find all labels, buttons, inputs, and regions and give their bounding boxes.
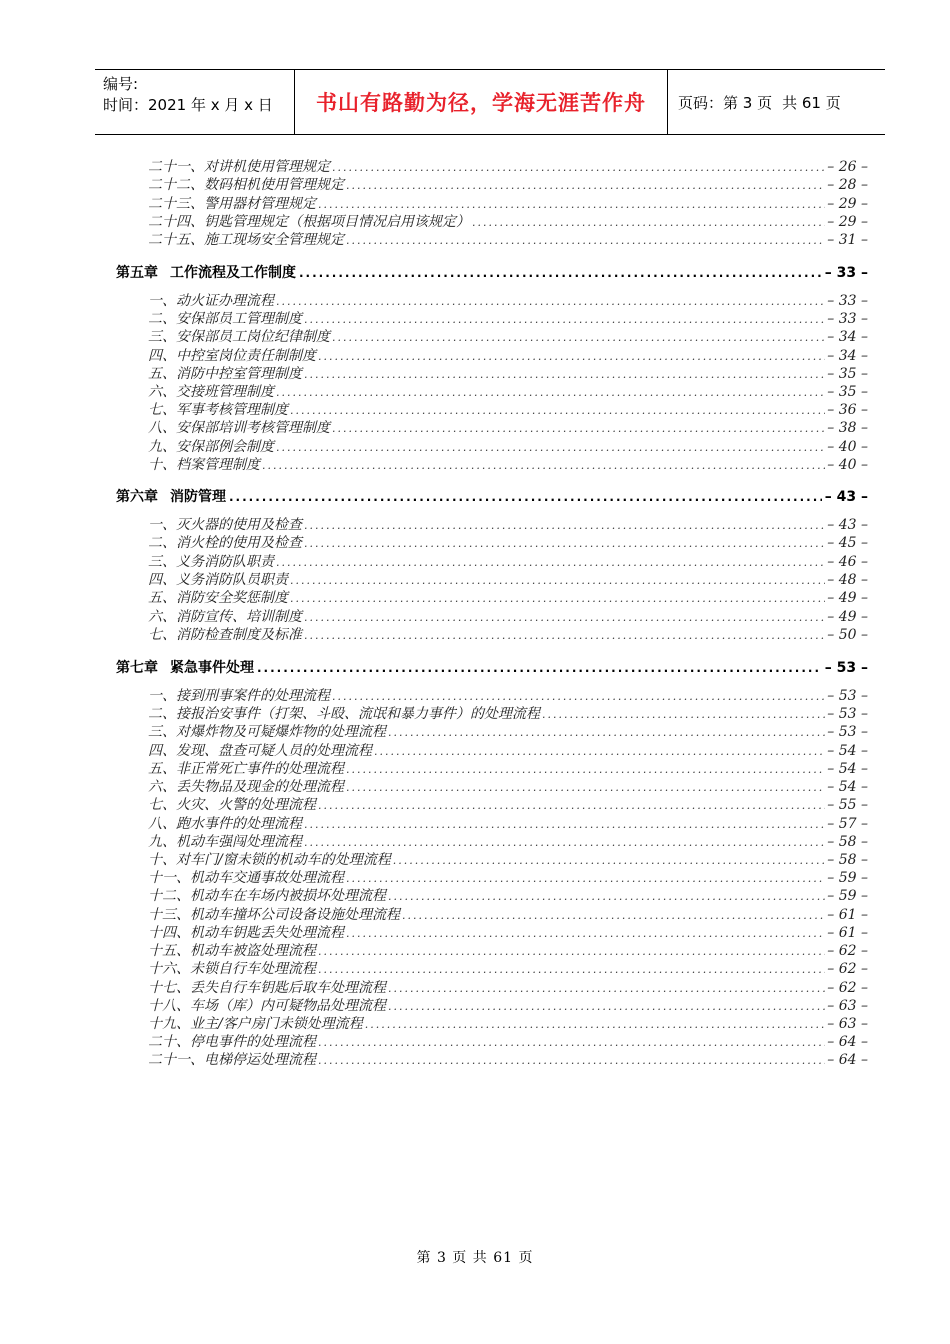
toc-entry[interactable] bbox=[148, 960, 868, 978]
page-number: – 53 – bbox=[824, 660, 868, 676]
toc-entry-title: 九、安保部例会制度 bbox=[148, 438, 274, 455]
toc-entry-title: 三、对爆炸物及可疑爆炸物的处理流程 bbox=[148, 724, 386, 741]
toc-entry-title: 十、档案管理制度 bbox=[148, 456, 260, 473]
toc-entry-title: 十二、机动车在车场内被损坏处理流程 bbox=[148, 888, 386, 905]
toc-entry[interactable] bbox=[148, 796, 868, 814]
dot-leader bbox=[346, 779, 825, 797]
page-number: – 61 – bbox=[827, 906, 868, 923]
page-number: – 38 – bbox=[827, 420, 868, 437]
toc-entry-title: 六、交接班管理制度 bbox=[148, 384, 274, 400]
page-number: – 63 – bbox=[827, 997, 868, 1014]
toc-entry[interactable] bbox=[148, 383, 868, 401]
page-number: – 61 – bbox=[827, 924, 868, 941]
page-number: – 33 – bbox=[827, 311, 868, 328]
toc-entry-title: 七、火灾、火警的处理流程 bbox=[148, 797, 316, 814]
code-label: 编号: bbox=[103, 75, 139, 93]
dot-leader bbox=[304, 517, 825, 535]
chapter-title: 消防管理 bbox=[170, 489, 226, 505]
toc-entry[interactable] bbox=[148, 924, 868, 942]
page-number: – 46 – bbox=[827, 553, 868, 570]
toc-entry[interactable] bbox=[148, 869, 868, 887]
dot-leader bbox=[388, 888, 825, 906]
toc-entry[interactable] bbox=[148, 176, 868, 194]
page-number: – 64 – bbox=[827, 1034, 868, 1051]
page-number: – 55 – bbox=[827, 797, 868, 814]
toc-chapter[interactable] bbox=[116, 262, 868, 284]
dot-leader bbox=[229, 486, 822, 508]
page-number: – 28 – bbox=[827, 177, 868, 194]
toc-entry-title: 二十二、数码相机使用管理规定 bbox=[148, 177, 344, 194]
toc-entry[interactable] bbox=[148, 553, 868, 571]
dot-leader bbox=[276, 293, 825, 311]
toc-entry-title: 二十五、施工现场安全管理规定 bbox=[148, 232, 344, 248]
page-number: – 53 – bbox=[827, 688, 868, 704]
page-number: – 43 – bbox=[827, 517, 868, 533]
dot-leader bbox=[276, 554, 825, 572]
dot-leader bbox=[346, 761, 825, 779]
dot-leader bbox=[346, 177, 825, 195]
dot-leader bbox=[346, 232, 825, 250]
toc-entry[interactable] bbox=[148, 742, 868, 760]
toc-entry[interactable] bbox=[148, 213, 868, 231]
dot-leader bbox=[393, 852, 826, 870]
chapter-title: 工作流程及工作制度 bbox=[170, 265, 296, 281]
page-number: – 26 – bbox=[827, 159, 868, 175]
toc-entry-title: 五、非正常死亡事件的处理流程 bbox=[148, 760, 344, 777]
toc-entry-title: 二十一、电梯停运处理流程 bbox=[148, 1052, 316, 1069]
page-header bbox=[95, 69, 885, 135]
page-number: – 54 – bbox=[827, 742, 868, 759]
dot-leader bbox=[304, 834, 825, 852]
page-number: – 48 – bbox=[827, 571, 868, 588]
toc-entry[interactable] bbox=[148, 851, 868, 869]
page-number: – 35 – bbox=[827, 365, 868, 382]
dot-leader bbox=[542, 706, 825, 724]
dot-leader bbox=[262, 457, 825, 475]
dot-leader bbox=[388, 998, 825, 1016]
toc-entry[interactable] bbox=[148, 1015, 868, 1033]
header-page-info bbox=[668, 70, 885, 134]
toc-entry[interactable] bbox=[148, 419, 868, 437]
toc-entry[interactable] bbox=[148, 760, 868, 778]
toc-entry[interactable] bbox=[148, 608, 868, 626]
dot-leader bbox=[472, 214, 825, 232]
page-number: – 62 – bbox=[827, 979, 868, 996]
dot-leader bbox=[304, 311, 825, 329]
toc-entry-title: 一、接到刑事案件的处理流程 bbox=[148, 688, 330, 704]
toc-entry-title: 十七、丢失自行车钥匙后取车处理流程 bbox=[148, 979, 386, 996]
dot-leader bbox=[365, 1016, 826, 1034]
toc-entry[interactable] bbox=[148, 589, 868, 607]
page-number: – 59 – bbox=[827, 870, 868, 887]
toc-entry-title: 四、发现、盘查可疑人员的处理流程 bbox=[148, 742, 372, 759]
toc-entry-title: 三、义务消防队职责 bbox=[148, 553, 274, 570]
toc-entry[interactable] bbox=[148, 516, 868, 534]
toc-entry-title: 十六、未锁自行车处理流程 bbox=[148, 961, 316, 978]
dot-leader bbox=[332, 688, 825, 706]
dot-leader bbox=[304, 816, 825, 834]
page-number: – 64 – bbox=[827, 1052, 868, 1069]
toc-entry-title: 五、消防中控室管理制度 bbox=[148, 365, 302, 382]
toc-entry-title: 十九、业主/客户房门未锁处理流程 bbox=[148, 1015, 363, 1032]
page-number: – 49 – bbox=[827, 608, 868, 625]
dot-leader bbox=[388, 980, 825, 998]
toc-entry-title: 二十、停电事件的处理流程 bbox=[148, 1034, 316, 1051]
page-number: – 63 – bbox=[827, 1015, 868, 1032]
chapter-title: 紧急事件处理 bbox=[170, 660, 254, 676]
toc-entry[interactable] bbox=[148, 833, 868, 851]
dot-leader bbox=[318, 797, 825, 815]
dot-leader bbox=[318, 943, 825, 961]
toc-entry-title: 七、军事考核管理制度 bbox=[148, 402, 288, 419]
toc-entry-title: 二、接报治安事件（打架、斗殴、流氓和暴力事件）的处理流程 bbox=[148, 706, 540, 723]
toc-entry-title: 十一、机动车交通事故处理流程 bbox=[148, 870, 344, 887]
toc-entry-title: 六、丢失物品及现金的处理流程 bbox=[148, 779, 344, 796]
page-number: – 58 – bbox=[827, 851, 868, 868]
toc-entry-title: 六、消防宣传、培训制度 bbox=[148, 608, 302, 625]
page-number: – 34 – bbox=[827, 347, 868, 364]
toc-entry[interactable] bbox=[148, 571, 868, 589]
header-meta bbox=[95, 70, 295, 134]
chapter-number: 第六章 bbox=[116, 489, 158, 505]
toc-entry[interactable] bbox=[148, 723, 868, 741]
page-number: – 54 – bbox=[827, 779, 868, 796]
page-number: – 50 – bbox=[827, 626, 868, 643]
page-number: – 49 – bbox=[827, 590, 868, 607]
toc-entry[interactable] bbox=[148, 347, 868, 365]
toc-entry[interactable] bbox=[148, 626, 868, 644]
dot-leader bbox=[402, 907, 825, 925]
dot-leader bbox=[332, 159, 825, 177]
dot-leader bbox=[290, 572, 825, 590]
dot-leader bbox=[346, 925, 825, 943]
toc-entry-title: 七、消防检查制度及标准 bbox=[148, 626, 302, 643]
toc-entry[interactable] bbox=[148, 705, 868, 723]
page-number: – 62 – bbox=[827, 961, 868, 978]
page-number: – 29 – bbox=[827, 213, 868, 230]
dot-leader bbox=[318, 196, 825, 214]
page-number: – 40 – bbox=[827, 456, 868, 473]
toc-entry-title: 十五、机动车被盗处理流程 bbox=[148, 943, 316, 960]
page-number: – 53 – bbox=[827, 706, 868, 723]
toc-entry-title: 四、义务消防队员职责 bbox=[148, 571, 288, 588]
toc-entry-title: 一、灭火器的使用及检查 bbox=[148, 517, 302, 533]
dot-leader bbox=[299, 262, 822, 284]
page-number: – 29 – bbox=[827, 195, 868, 212]
toc-entry-title: 四、中控室岗位责任制制度 bbox=[148, 347, 316, 364]
toc-entry-title: 八、跑水事件的处理流程 bbox=[148, 815, 302, 832]
toc-entry[interactable] bbox=[148, 292, 868, 310]
dot-leader bbox=[318, 961, 825, 979]
page-number: – 45 – bbox=[827, 535, 868, 552]
toc-chapter[interactable] bbox=[116, 657, 868, 679]
page-number: – 62 – bbox=[827, 943, 868, 960]
page-footer: 第 3 页 共 61 页 bbox=[416, 1250, 534, 1266]
dot-leader bbox=[304, 627, 825, 645]
toc-entry-title: 九、机动车强闯处理流程 bbox=[148, 833, 302, 850]
chapter-number: 第七章 bbox=[116, 660, 158, 676]
toc-entry-title: 二十三、警用器材管理规定 bbox=[148, 195, 316, 212]
toc-entry-title: 二、消火栓的使用及检查 bbox=[148, 535, 302, 552]
dot-leader bbox=[374, 743, 825, 761]
toc-entry[interactable] bbox=[148, 328, 868, 346]
page-number: – 43 – bbox=[824, 489, 868, 505]
page-number: – 33 – bbox=[827, 293, 868, 309]
page-number: – 31 – bbox=[827, 232, 868, 248]
page-label: 页码：第 3 页 bbox=[678, 93, 773, 112]
dot-leader bbox=[290, 402, 825, 420]
toc-entry[interactable] bbox=[148, 456, 868, 474]
toc-entry-title: 十八、车场（库）内可疑物品处理流程 bbox=[148, 997, 386, 1014]
toc-entry[interactable] bbox=[148, 1051, 868, 1069]
toc-entry[interactable] bbox=[148, 815, 868, 833]
dot-leader bbox=[304, 366, 825, 384]
dot-leader bbox=[304, 609, 825, 627]
dot-leader bbox=[318, 1052, 825, 1070]
toc-entry[interactable] bbox=[148, 1033, 868, 1051]
page-number: – 53 – bbox=[827, 724, 868, 741]
page-number: – 33 – bbox=[824, 265, 868, 281]
chapter-number: 第五章 bbox=[116, 265, 158, 281]
toc-entry[interactable] bbox=[148, 687, 868, 705]
toc-entry[interactable] bbox=[148, 906, 868, 924]
toc-entry-title: 二十一、对讲机使用管理规定 bbox=[148, 159, 330, 175]
dot-leader bbox=[318, 348, 825, 366]
page-number: – 40 – bbox=[827, 438, 868, 455]
dot-leader bbox=[332, 329, 825, 347]
dot-leader bbox=[290, 590, 825, 608]
dot-leader bbox=[276, 384, 825, 402]
toc-entry-title: 五、消防安全奖惩制度 bbox=[148, 590, 288, 607]
page-number: – 59 – bbox=[827, 888, 868, 905]
header-motto: 书山有路勤为径，学海无涯苦作舟 bbox=[295, 70, 668, 134]
toc-entry-title: 二、安保部员工管理制度 bbox=[148, 311, 302, 328]
dot-leader bbox=[304, 535, 825, 553]
dot-leader bbox=[318, 1034, 825, 1052]
toc-entry[interactable] bbox=[148, 310, 868, 328]
page-number: – 54 – bbox=[827, 760, 868, 777]
toc-entry-title: 八、安保部培训考核管理制度 bbox=[148, 420, 330, 437]
page-number: – 35 – bbox=[827, 384, 868, 400]
toc-entry-title: 一、动火证办理流程 bbox=[148, 293, 274, 309]
total-label: 共 61 页 bbox=[782, 93, 841, 112]
toc-chapter[interactable] bbox=[116, 486, 868, 508]
dot-leader bbox=[276, 439, 825, 457]
toc-entry[interactable] bbox=[148, 158, 868, 176]
time-label: 时间：2021 年 x 月 x 日 bbox=[103, 96, 273, 114]
toc-entry[interactable] bbox=[148, 979, 868, 997]
dot-leader bbox=[388, 724, 825, 742]
page-number: – 57 – bbox=[827, 815, 868, 832]
toc-entry[interactable] bbox=[148, 887, 868, 905]
toc-entry[interactable] bbox=[148, 438, 868, 456]
dot-leader bbox=[346, 870, 825, 888]
page-number: – 36 – bbox=[827, 402, 868, 419]
dot-leader bbox=[332, 420, 825, 438]
dot-leader bbox=[257, 657, 822, 679]
toc-entry-title: 三、安保部员工岗位纪律制度 bbox=[148, 329, 330, 346]
toc-entry[interactable] bbox=[148, 231, 868, 249]
toc-entry[interactable] bbox=[148, 534, 868, 552]
toc-entry[interactable] bbox=[148, 997, 868, 1015]
toc-entry[interactable] bbox=[148, 942, 868, 960]
toc-entry-title: 十三、机动车撞坏公司设备设施处理流程 bbox=[148, 906, 400, 923]
toc-entry-title: 十四、机动车钥匙丢失处理流程 bbox=[148, 924, 344, 941]
page-number: – 58 – bbox=[827, 833, 868, 850]
toc-entry[interactable] bbox=[148, 365, 868, 383]
toc-entry-title: 十、对车门/窗未锁的机动车的处理流程 bbox=[148, 851, 391, 868]
toc-entry-title: 二十四、钥匙管理规定（根据项目情况启用该规定） bbox=[148, 213, 470, 230]
toc-entry[interactable] bbox=[148, 778, 868, 796]
toc-entry[interactable] bbox=[148, 195, 868, 213]
toc-entry[interactable] bbox=[148, 401, 868, 419]
page-number: – 34 – bbox=[827, 329, 868, 346]
